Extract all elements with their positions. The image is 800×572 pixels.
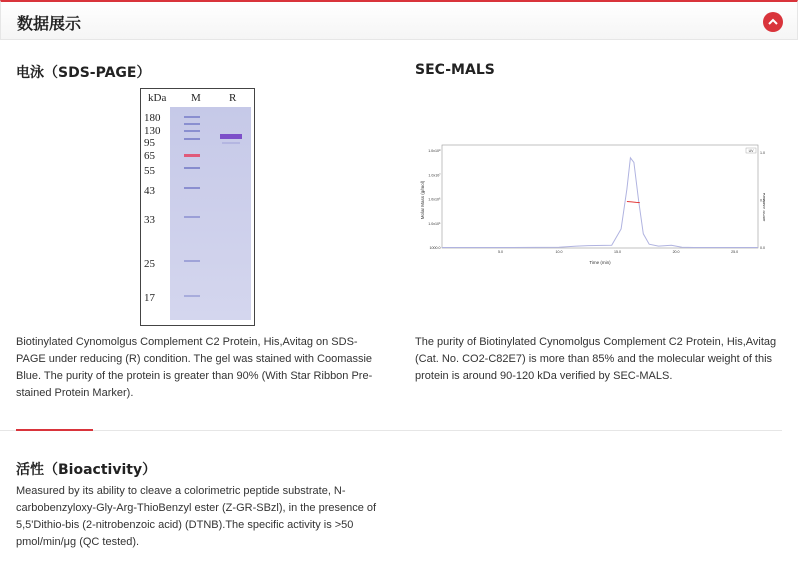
caption-line: stained Protein Marker).: [16, 387, 134, 399]
sec-mals-plot: [420, 140, 765, 270]
y-tick-label: 1000.0: [429, 246, 441, 250]
caption-line: Blue. The purity of the protein is greater than 90% (With Star Ribbon Pre-: [16, 370, 373, 382]
marker-weight-label: 95: [144, 137, 155, 149]
text-line: 5,5'Dithio-bis (2-nitrobenzoic acid) (DTNB).The specific activity is >50: [16, 519, 354, 531]
text-line: carbobenzyloxy-Gly-Arg-ThioBenzyl ester (Z-GR-SBzl), in the presence of: [16, 502, 377, 514]
y-axis-label: Molar Mass (g/mol): [420, 180, 425, 220]
bioactivity-title: 活性（Bioactivity）: [16, 462, 157, 478]
y-tick-label: 1.0x10⁸: [428, 149, 441, 153]
y-tick-label: 1.0x10⁵: [428, 221, 441, 226]
gel-lane-label-kda: kDa: [148, 92, 167, 104]
caption-line: Biotinylated Cynomolgus Complement C2 Protein, His,Avitag on SDS-: [16, 336, 358, 348]
gel-lane-label-reduced: R: [229, 92, 237, 104]
y2-tick-label: 0.5: [760, 198, 765, 203]
bioactivity-text: [16, 483, 396, 551]
gel-lane-label-marker: M: [191, 92, 201, 104]
section-divider-accent: [16, 429, 93, 431]
marker-weight-label: 17: [144, 292, 155, 304]
y2-tick-label: 1.0: [760, 151, 765, 155]
caption-line: PAGE under reducing (R) condition. The gel was stained with Coomassie: [16, 353, 373, 365]
x-tick-label: 5.0: [498, 250, 504, 254]
marker-weight-label: 25: [144, 258, 155, 270]
section-header: [0, 0, 798, 40]
sds-page-caption: [16, 334, 391, 402]
gel-bands: [170, 107, 251, 320]
section-divider: [0, 430, 782, 431]
gel-image: [170, 107, 251, 320]
sec-mals-caption: [415, 334, 790, 385]
x-tick-label: 10.0: [555, 250, 563, 254]
caption-line: protein is around 90-120 kDa verified by SEC-MALS.: [415, 370, 673, 382]
caption-line: The purity of Biotinylated Cynomolgus Complement C2 Protein, His,Avitag: [415, 336, 777, 348]
x-tick-label: 20.0: [672, 250, 680, 254]
marker-weight-label: 55: [144, 165, 155, 177]
chevron-up-icon: [767, 17, 779, 27]
x-tick-label: 25.0: [731, 250, 739, 254]
caption-line: (Cat. No. CO2-C82E7) is more than 85% and the molecular weight of this: [415, 353, 773, 365]
y-tick-label: 1.0x10⁶: [428, 197, 441, 202]
marker-weight-label: 43: [144, 185, 155, 197]
sds-page-title: 电泳（SDS-PAGE）: [16, 65, 151, 81]
sec-mals-chart: [420, 140, 765, 270]
marker-weight-label: 33: [144, 214, 155, 226]
section-title: 数据展示: [17, 14, 82, 33]
x-tick-label: 15.0: [614, 250, 622, 254]
text-line: pmol/min/μg (QC tested).: [16, 536, 140, 548]
marker-weight-label: 180: [144, 112, 161, 124]
y2-tick-label: 0.0: [760, 246, 765, 250]
plot-frame: [442, 145, 758, 248]
marker-weight-label: 65: [144, 150, 155, 162]
text-line: Measured by its ability to cleave a colorimetric peptide substrate, N-: [16, 485, 346, 497]
y-tick-label: 1.0x10⁷: [428, 173, 441, 178]
marker-weight-label: 130: [144, 125, 161, 137]
collapse-button[interactable]: [763, 12, 783, 32]
x-axis-label: Time (min): [589, 260, 611, 265]
sec-mals-title: SEC-MALS: [415, 62, 495, 78]
y2-axis-label: Relative Scale: [762, 192, 765, 222]
legend-entry: UV: [748, 149, 754, 153]
